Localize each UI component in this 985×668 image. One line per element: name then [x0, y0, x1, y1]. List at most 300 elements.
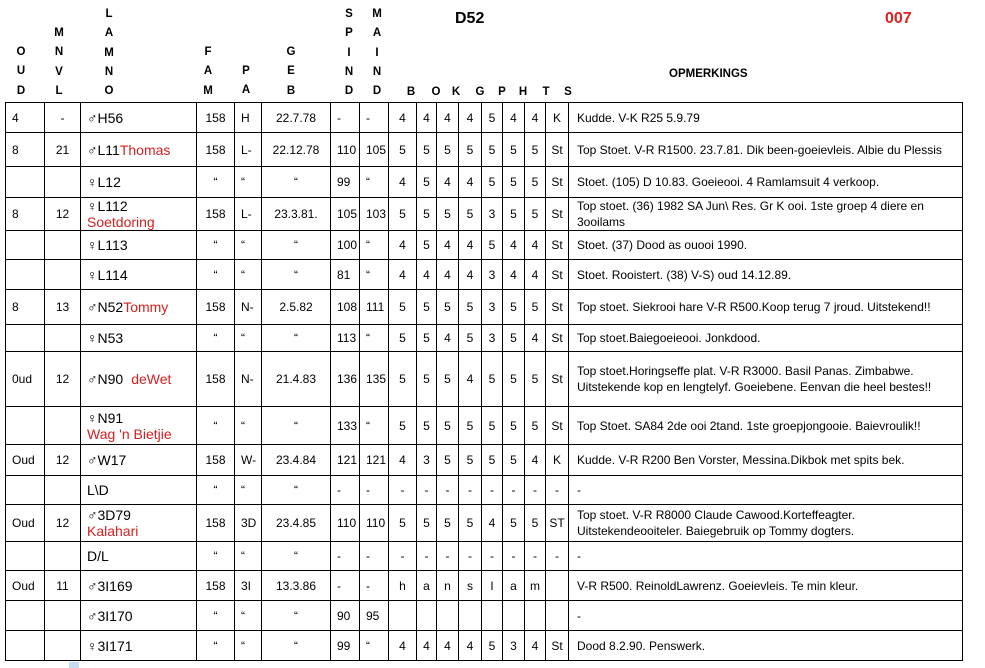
cell-geb: “ [262, 631, 331, 661]
cell-o: 5 [417, 407, 437, 445]
table-body [6, 103, 963, 661]
lamb-id: D/L [87, 548, 109, 564]
lamb-name: Tommy [123, 299, 169, 315]
cell-o: - [417, 476, 437, 505]
cell-t: 4 [525, 260, 546, 290]
cell-mnvl [45, 167, 81, 198]
cell-k: 4 [437, 167, 459, 198]
cell-opmerkings: Stoet. (105) D 10.83. Goeieooi. 4 Ramlamsuit 4 verkoop. [569, 167, 963, 198]
cell-p: 3 [482, 290, 503, 325]
cell-b: 5 [389, 325, 417, 352]
cell-g: s [459, 571, 482, 601]
lamb-id: ♂N52 [87, 299, 124, 315]
cell-s: ST [546, 505, 569, 542]
cell-geb: 13.3.86 [262, 571, 331, 601]
cell-o: 5 [417, 133, 437, 167]
cell-k: - [437, 542, 459, 571]
cell-p [482, 601, 503, 631]
lamb-id: ♀3I171 [87, 637, 133, 654]
cell-lamno [81, 133, 197, 167]
cell-fam: “ [197, 231, 235, 260]
cell-b: 4 [389, 445, 417, 476]
cell-maind: “ [360, 631, 389, 661]
cell-opmerkings: Dood 8.2.90. Penswerk. [569, 631, 963, 661]
cell-spind: 100 [331, 231, 360, 260]
cell-oud: Oud [6, 571, 45, 601]
header-p: P [498, 86, 506, 98]
cell-b: h [389, 571, 417, 601]
cell-fam: 158 [197, 352, 235, 407]
cell-geb: 23.3.81. [262, 198, 331, 231]
cell-lamno [81, 352, 197, 407]
cell-geb: “ [262, 231, 331, 260]
cell-p: 3 [482, 198, 503, 231]
cell-fam: “ [197, 167, 235, 198]
cell-pa: N- [235, 352, 262, 407]
cell-o: 5 [417, 231, 437, 260]
cell-opmerkings: - [569, 476, 963, 505]
cell-pa: “ [235, 601, 262, 631]
table-row [6, 290, 963, 325]
cell-t: 4 [525, 445, 546, 476]
cell-spind: 133 [331, 407, 360, 445]
cell-geb: 22.12.78 [262, 133, 331, 167]
cell-fam: 158 [197, 290, 235, 325]
cell-lamno [81, 407, 197, 445]
cell-p: 3 [482, 260, 503, 290]
lamb-id: ♀L12 [87, 174, 121, 190]
cell-b: 5 [389, 352, 417, 407]
cell-opmerkings: Kudde. V-K R25 5.9.79 [569, 103, 963, 133]
cell-pa: “ [235, 260, 262, 290]
lamb-name: Thomas [119, 141, 171, 158]
cell-b: - [389, 542, 417, 571]
cell-geb: 23.4.85 [262, 505, 331, 542]
cell-pa: “ [235, 476, 262, 505]
header-t: T [542, 86, 550, 98]
cell-p: 5 [482, 352, 503, 407]
cell-b: 5 [389, 505, 417, 542]
cell-s: St [546, 198, 569, 231]
table-row [6, 260, 963, 290]
cell-lamno [81, 445, 197, 476]
cell-maind: “ [360, 325, 389, 352]
cell-opmerkings: Top stoet. (36) 1982 SA Jun\ Res. Gr K ooi. 1ste groep 4 diere en 3ooilams [569, 198, 963, 231]
selection-marker [69, 662, 79, 668]
cell-pa: L- [235, 198, 262, 231]
cell-maind: “ [360, 260, 389, 290]
cell-lamno [81, 542, 197, 571]
cell-oud [6, 325, 45, 352]
cell-spind: 110 [331, 505, 360, 542]
table-row [6, 167, 963, 198]
cell-opmerkings: Top Stoet. SA84 2de ooi 2tand. 1ste groepjongooie. Baievroulik!! [569, 407, 963, 445]
cell-g: 5 [459, 505, 482, 542]
lamb-id: ♂3I169 [87, 577, 133, 594]
cell-g: 4 [459, 103, 482, 133]
cell-spind: 105 [331, 198, 360, 231]
cell-lamno [81, 290, 197, 325]
cell-lamno [81, 103, 197, 133]
cell-mnvl [45, 631, 81, 661]
cell-maind: - [360, 571, 389, 601]
cell-k: 4 [437, 260, 459, 290]
cell-oud: 8 [6, 290, 45, 325]
header-k: K [451, 86, 461, 98]
cell-g: 4 [459, 167, 482, 198]
cell-p: 5 [482, 631, 503, 661]
cell-b: 5 [389, 198, 417, 231]
cell-o: 5 [417, 352, 437, 407]
cell-lamno [81, 198, 197, 231]
cell-mnvl [45, 542, 81, 571]
cell-s: St [546, 352, 569, 407]
cell-s: - [546, 542, 569, 571]
cell-opmerkings: - [569, 542, 963, 571]
cell-lamno [81, 601, 197, 631]
cell-geb: “ [262, 325, 331, 352]
cell-geb: “ [262, 476, 331, 505]
cell-fam: “ [197, 631, 235, 661]
cell-geb: “ [262, 542, 331, 571]
cell-pa: 3I [235, 571, 262, 601]
cell-mnvl: 21 [45, 133, 81, 167]
cell-p: 5 [482, 407, 503, 445]
cell-lamno [81, 631, 197, 661]
cell-maind: 105 [360, 133, 389, 167]
cell-maind: 95 [360, 601, 389, 631]
cell-maind: - [360, 542, 389, 571]
cell-lamno [81, 505, 197, 542]
lamb-id: L\D [87, 482, 109, 498]
lamb-id: ♂W17 [87, 452, 127, 468]
cell-maind: - [360, 103, 389, 133]
cell-t: - [525, 542, 546, 571]
cell-oud [6, 167, 45, 198]
header-maind: M A I N D [372, 8, 382, 98]
cell-spind: 99 [331, 631, 360, 661]
cell-oud [6, 260, 45, 290]
cell-mnvl: - [45, 103, 81, 133]
cell-opmerkings: Top stoet.Horingseffe plat. V-R R3000. Basil Panas. Zimbabwe. Uitstekende kop en lengtelyf. Goeiebene. Eenvan die heel bestes!! [569, 352, 963, 407]
cell-s: - [546, 476, 569, 505]
lamb-id: ♂3D79 [87, 507, 131, 523]
cell-t: 5 [525, 167, 546, 198]
lamb-id: ♀N53 [87, 330, 124, 346]
cell-lamno [81, 571, 197, 601]
cell-geb: “ [262, 407, 331, 445]
cell-p: 5 [482, 133, 503, 167]
cell-g: 4 [459, 352, 482, 407]
cell-g: 4 [459, 260, 482, 290]
cell-oud [6, 476, 45, 505]
cell-oud: Oud [6, 505, 45, 542]
cell-h: 5 [503, 407, 525, 445]
cell-fam: “ [197, 601, 235, 631]
cell-s: St [546, 231, 569, 260]
cell-b: 4 [389, 231, 417, 260]
lamb-id: ♀L113 [87, 237, 128, 253]
cell-fam: “ [197, 260, 235, 290]
cell-pa: N- [235, 290, 262, 325]
cell-g: - [459, 542, 482, 571]
cell-b: 4 [389, 260, 417, 290]
cell-s: St [546, 325, 569, 352]
cell-oud [6, 407, 45, 445]
header-oud: O U D [16, 46, 26, 97]
cell-p: l [482, 571, 503, 601]
cell-geb: 2.5.82 [262, 290, 331, 325]
cell-o: 5 [417, 325, 437, 352]
cell-b: 4 [389, 631, 417, 661]
lamb-name: Soetdoring [87, 214, 155, 230]
cell-spind: 136 [331, 352, 360, 407]
cell-h: 5 [503, 445, 525, 476]
cell-pa: W- [235, 445, 262, 476]
cell-mnvl: 13 [45, 290, 81, 325]
cell-spind: 121 [331, 445, 360, 476]
lamb-id: ♀N91 [87, 409, 124, 426]
cell-k: - [437, 476, 459, 505]
cell-o: 4 [417, 631, 437, 661]
table-row [6, 325, 963, 352]
table-row [6, 542, 963, 571]
cell-h: 5 [503, 290, 525, 325]
cell-g: 5 [459, 445, 482, 476]
cell-maind: 110 [360, 505, 389, 542]
cell-h: 4 [503, 260, 525, 290]
cell-t: 4 [525, 631, 546, 661]
cell-maind: “ [360, 407, 389, 445]
cell-spind: 90 [331, 601, 360, 631]
cell-o: a [417, 571, 437, 601]
cell-oud: Oud [6, 445, 45, 476]
cell-oud: 8 [6, 198, 45, 231]
cell-s: K [546, 103, 569, 133]
cell-pa: “ [235, 167, 262, 198]
cell-pa: “ [235, 231, 262, 260]
cell-g: 5 [459, 133, 482, 167]
table-row [6, 445, 963, 476]
cell-opmerkings: - [569, 601, 963, 631]
cell-b: - [389, 476, 417, 505]
cell-o: 3 [417, 445, 437, 476]
cell-mnvl: 12 [45, 505, 81, 542]
cell-pa: “ [235, 325, 262, 352]
header-spind: S P I N D [344, 8, 354, 98]
cell-k: 5 [437, 445, 459, 476]
cell-t: 5 [525, 352, 546, 407]
cell-geb: 23.4.84 [262, 445, 331, 476]
cell-spind: 110 [331, 133, 360, 167]
cell-g: 5 [459, 290, 482, 325]
cell-mnvl [45, 231, 81, 260]
cell-opmerkings: Top stoet.Baiegoeieooi. Jonkdood. [569, 325, 963, 352]
lamb-id: ♀L112 [87, 198, 128, 214]
cell-o: 4 [417, 103, 437, 133]
cell-oud: 8 [6, 133, 45, 167]
cell-s: St [546, 290, 569, 325]
cell-mnvl [45, 260, 81, 290]
cell-p: - [482, 476, 503, 505]
header-s: S [564, 86, 572, 98]
lamb-id: ♂H56 [87, 109, 124, 126]
table-row [6, 133, 963, 167]
cell-k: 5 [437, 133, 459, 167]
livestock-register-table [5, 102, 963, 661]
cell-h: a [503, 571, 525, 601]
cell-mnvl [45, 407, 81, 445]
cell-t: 5 [525, 133, 546, 167]
table-row [6, 601, 963, 631]
cell-opmerkings: Stoet. Rooistert. (38) V-S) oud 14.12.89. [569, 260, 963, 290]
cell-t: 4 [525, 231, 546, 260]
cell-opmerkings: Kudde. V-R R200 Ben Vorster, Messina.Dikbok met spits bek. [569, 445, 963, 476]
cell-k: 5 [437, 352, 459, 407]
cell-h: 5 [503, 167, 525, 198]
cell-maind: “ [360, 231, 389, 260]
cell-s: St [546, 133, 569, 167]
cell-mnvl [45, 476, 81, 505]
cell-g: 5 [459, 198, 482, 231]
cell-b: 5 [389, 290, 417, 325]
table-row [6, 231, 963, 260]
cell-opmerkings: Top stoet. Siekrooi hare V-R R500.Koop terug 7 jroud. Uitstekend!! [569, 290, 963, 325]
cell-fam: “ [197, 407, 235, 445]
cell-mnvl: 12 [45, 352, 81, 407]
cell-geb: “ [262, 260, 331, 290]
cell-t: 5 [525, 407, 546, 445]
cell-t: 5 [525, 290, 546, 325]
cell-fam: “ [197, 542, 235, 571]
cell-opmerkings: Top stoet. V-R R8000 Claude Cawood.Korteffeagter. Uitstekendeooiteler. Baiegebruik op Tommy dogters. [569, 505, 963, 542]
cell-spind: 108 [331, 290, 360, 325]
cell-t [525, 601, 546, 631]
cell-o: 5 [417, 290, 437, 325]
cell-s: St [546, 167, 569, 198]
header-fam: F A M [203, 46, 213, 97]
table-row [6, 476, 963, 505]
cell-fam: 158 [197, 103, 235, 133]
lamb-name: Wag 'n Bietjie [87, 425, 172, 442]
cell-fam: “ [197, 325, 235, 352]
table-row [6, 505, 963, 542]
cell-k [437, 601, 459, 631]
cell-lamno [81, 167, 197, 198]
cell-fam: 158 [197, 133, 235, 167]
cell-t: 4 [525, 103, 546, 133]
cell-o [417, 601, 437, 631]
cell-fam: 158 [197, 445, 235, 476]
table-row [6, 631, 963, 661]
cell-k: 4 [437, 231, 459, 260]
table-row [6, 407, 963, 445]
cell-geb: 21.4.83 [262, 352, 331, 407]
cell-lamno [81, 476, 197, 505]
cell-b [389, 601, 417, 631]
cell-s [546, 571, 569, 601]
cell-maind: 121 [360, 445, 389, 476]
cell-s: St [546, 407, 569, 445]
cell-t: m [525, 571, 546, 601]
cell-spind: - [331, 476, 360, 505]
cell-maind: 111 [360, 290, 389, 325]
cell-o: - [417, 542, 437, 571]
cell-h: 5 [503, 325, 525, 352]
lamb-id: ♂L11 [87, 141, 120, 158]
cell-fam: 158 [197, 198, 235, 231]
cell-p: 5 [482, 231, 503, 260]
cell-s: K [546, 445, 569, 476]
cell-lamno [81, 325, 197, 352]
cell-g: - [459, 476, 482, 505]
lamb-id: ♀L114 [87, 266, 128, 283]
cell-h: 5 [503, 505, 525, 542]
cell-s: St [546, 631, 569, 661]
cell-s [546, 601, 569, 631]
header-lamno: L A M N O [104, 8, 114, 98]
cell-o: 5 [417, 198, 437, 231]
cell-opmerkings: Top Stoet. V-R R1500. 23.7.81. Dik been-goeievleis. Albie du Plessis [569, 133, 963, 167]
cell-o: 4 [417, 260, 437, 290]
cell-b: 4 [389, 103, 417, 133]
header-pa: P A [241, 65, 251, 97]
cell-p: 5 [482, 103, 503, 133]
cell-geb: “ [262, 167, 331, 198]
cell-spind: 113 [331, 325, 360, 352]
cell-pa: H [235, 103, 262, 133]
cell-oud [6, 631, 45, 661]
header-h: H [518, 86, 528, 98]
cell-h: 4 [503, 231, 525, 260]
cell-spind: - [331, 571, 360, 601]
cell-k: n [437, 571, 459, 601]
cell-t: 4 [525, 325, 546, 352]
cell-maind: - [360, 476, 389, 505]
document-title: D52 [455, 10, 485, 27]
cell-spind: - [331, 542, 360, 571]
cell-geb: 22.7.78 [262, 103, 331, 133]
cell-pa: “ [235, 542, 262, 571]
cell-h: 3 [503, 631, 525, 661]
cell-spind: - [331, 103, 360, 133]
cell-b: 5 [389, 407, 417, 445]
cell-lamno [81, 260, 197, 290]
cell-h [503, 601, 525, 631]
document-number: 007 [885, 10, 912, 27]
cell-fam: 158 [197, 571, 235, 601]
cell-oud [6, 542, 45, 571]
cell-pa: “ [235, 407, 262, 445]
lamb-id: ♂3I170 [87, 607, 133, 624]
cell-fam: “ [197, 476, 235, 505]
header-o: O [431, 86, 441, 98]
cell-g [459, 601, 482, 631]
header-g: G [475, 86, 485, 98]
cell-h: 5 [503, 352, 525, 407]
header-mnvl: M N V L [54, 27, 64, 97]
cell-g: 4 [459, 631, 482, 661]
cell-fam: 158 [197, 505, 235, 542]
cell-oud [6, 601, 45, 631]
cell-k: 5 [437, 198, 459, 231]
cell-k: 4 [437, 103, 459, 133]
cell-g: 5 [459, 325, 482, 352]
header-b: B [406, 86, 416, 98]
cell-h: 5 [503, 133, 525, 167]
cell-h: 5 [503, 198, 525, 231]
table-row [6, 198, 963, 231]
